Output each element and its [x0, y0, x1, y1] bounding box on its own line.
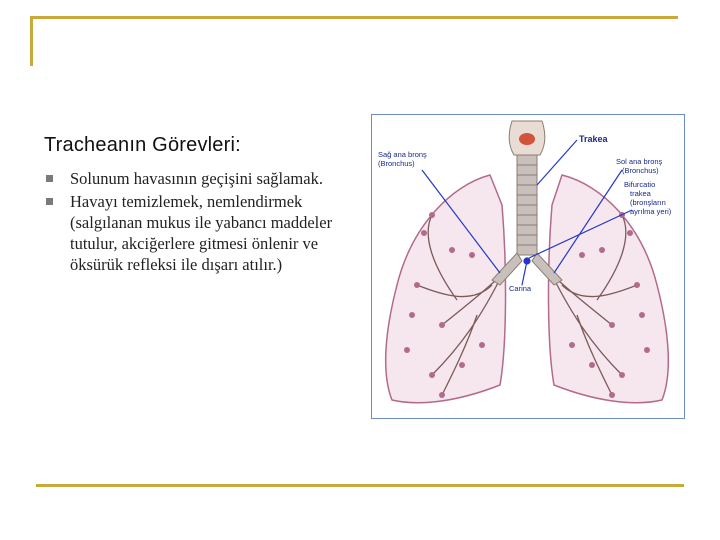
- carina-point: [524, 258, 530, 264]
- label-bifurcatio-3: (bronşların: [630, 198, 666, 207]
- frame-left-line: [30, 16, 33, 66]
- bullet-list: [46, 168, 346, 277]
- square-bullet-icon: [46, 198, 53, 205]
- label-sol-bronsh-en: (Bronchus): [622, 166, 659, 175]
- label-sol-bronsh: Sol ana bronş: [616, 157, 663, 166]
- label-bifurcatio-4: ayrılma yeri): [630, 207, 672, 216]
- frame-bottom-line: [36, 484, 684, 487]
- label-bifurcatio-2: trakea: [630, 189, 651, 198]
- label-trakea: Trakea: [579, 134, 608, 144]
- square-bullet-icon: [46, 175, 53, 182]
- label-carina: Carina: [509, 284, 532, 293]
- label-bifurcatio-1: Bifurcatio: [624, 180, 656, 189]
- bullet-item: [46, 168, 346, 189]
- frame-top-line: [30, 16, 678, 19]
- slide-title: Tracheanın Görevleri:: [44, 134, 241, 156]
- bullet-text: Solunum havasının geçişini sağlamak.: [70, 169, 323, 188]
- lung-anatomy-figure: [371, 114, 685, 419]
- bullet-text: Havayı temizlemek, nemlendirmek (salgılanan mukus ile yabancı maddeler tutulur, akciğerlere gitmesi önlenir ve öksürük refleksi ile dışarı atılır.): [70, 192, 333, 274]
- label-sag-bronsh: Sağ ana bronş: [378, 150, 427, 159]
- label-sag-bronsh-en: (Bronchus): [378, 159, 415, 168]
- larynx-opening: [519, 133, 535, 145]
- bullet-item: [46, 191, 346, 275]
